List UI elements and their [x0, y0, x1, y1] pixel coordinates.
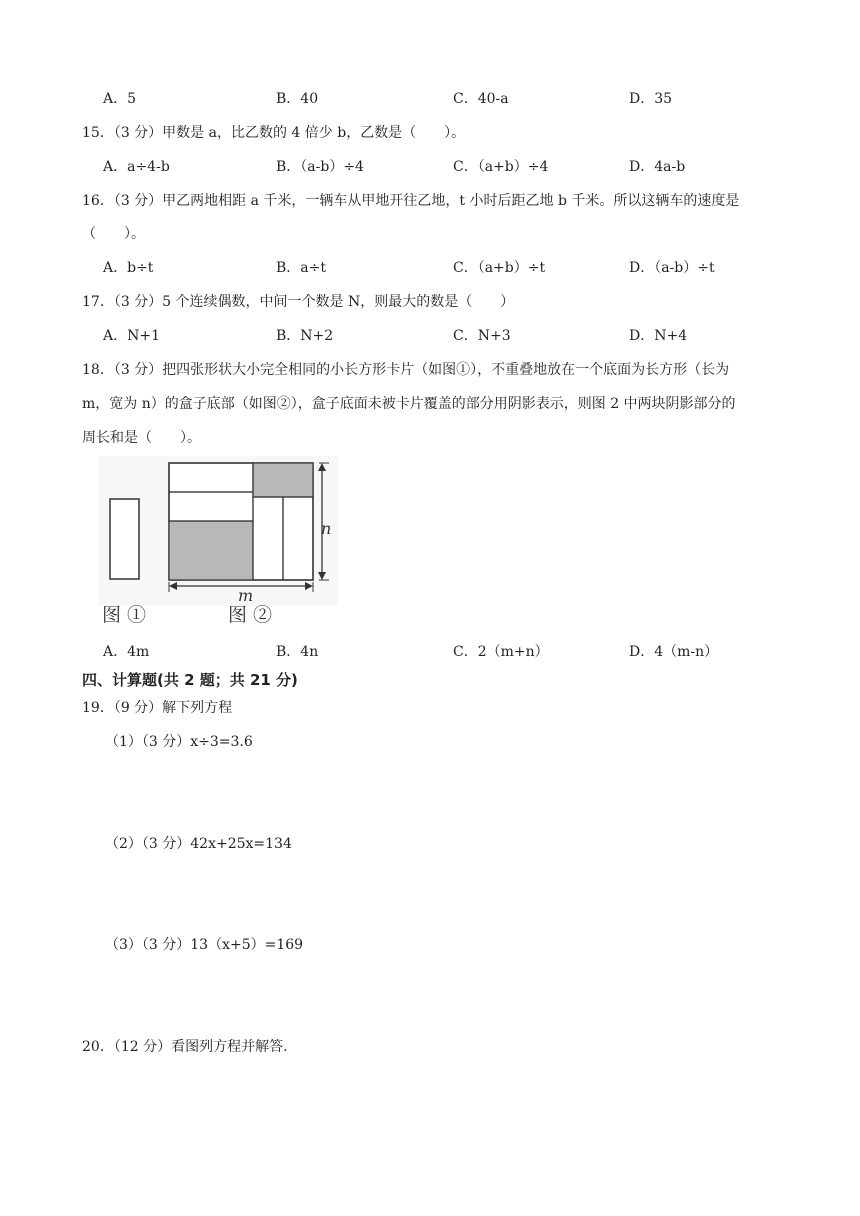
q20-stem: 20．（12 分）看图列方程并解答.	[82, 1039, 288, 1055]
q18-option-a: A．4m	[103, 644, 150, 660]
figure1-card	[110, 499, 139, 579]
figure2-shaded-top-right	[253, 463, 313, 497]
figure2-shaded-bottom-left	[169, 521, 253, 580]
q15-stem: 15．（3 分）甲数是 a，比乙数的 4 倍少 b，乙数是（ ）。	[82, 125, 466, 141]
q18-figure	[98, 456, 338, 632]
q17-option-a: A．N+1	[103, 328, 160, 344]
q15-option-b: B．（a-b）÷4	[276, 159, 364, 175]
q18-stem-line3: 周长和是（ ）。	[82, 430, 201, 446]
q14-option-c: C．40-a	[453, 91, 509, 107]
q15-option-c: C．（a+b）÷4	[453, 159, 549, 175]
q17-option-c: C．N+3	[453, 328, 511, 344]
q15-option-a: A．a÷4-b	[103, 159, 170, 175]
q19-stem: 19．（9 分）解下列方程	[82, 700, 233, 716]
q18-option-d: D．4（m-n）	[629, 644, 719, 660]
q18-figure-drawing	[98, 456, 338, 606]
section4-heading: 四、计算题(共 2 题；共 21 分)	[82, 671, 298, 689]
q16-option-d: D．（a-b）÷t	[629, 260, 715, 276]
q16-option-b: B．a÷t	[276, 260, 326, 276]
figure-m-label: m	[238, 586, 254, 605]
q16-stem-line2: （ ）。	[82, 226, 145, 242]
q14-option-b: B．40	[276, 91, 319, 107]
q16-stem-line1: 16．（3 分）甲乙两地相距 a 千米，一辆车从甲地开往乙地，t 小时后距乙地 b 千米。所以这辆车的速度是	[82, 193, 740, 209]
q14-option-d: D．35	[629, 91, 673, 107]
q15-option-d: D．4a-b	[629, 159, 686, 175]
q16-option-c: C．（a+b）÷t	[453, 260, 546, 276]
q17-option-b: B．N+2	[276, 328, 334, 344]
figure-n-label: n	[321, 519, 332, 538]
q18-stem-line2: m，宽为 n）的盒子底部（如图②），盒子底面未被卡片覆盖的部分用阴影表示，则图 2 中两块阴影部分的	[82, 396, 736, 412]
figure1-label: 图 ①	[102, 604, 147, 626]
q16-option-a: A．b÷t	[103, 260, 154, 276]
q14-option-a: A．5	[103, 91, 137, 107]
q19-part-2: （2）（3 分）42x+25x=134	[105, 836, 292, 852]
q18-option-b: B．4n	[276, 644, 319, 660]
q17-stem: 17．（3 分）5 个连续偶数，中间一个数是 N，则最大的数是（ ）	[82, 294, 515, 310]
q19-part-3: （3）（3 分）13（x+5）=169	[105, 937, 304, 953]
q17-option-d: D．N+4	[629, 328, 688, 344]
q18-option-c: C．2（m+n）	[453, 644, 549, 660]
q19-part-1: （1）（3 分）x÷3=3.6	[105, 734, 253, 750]
figure2-label: 图 ②	[228, 604, 273, 626]
q18-stem-line1: 18．（3 分）把四张形状大小完全相同的小长方形卡片（如图①），不重叠地放在一个底面为长方形（长为	[82, 362, 730, 378]
